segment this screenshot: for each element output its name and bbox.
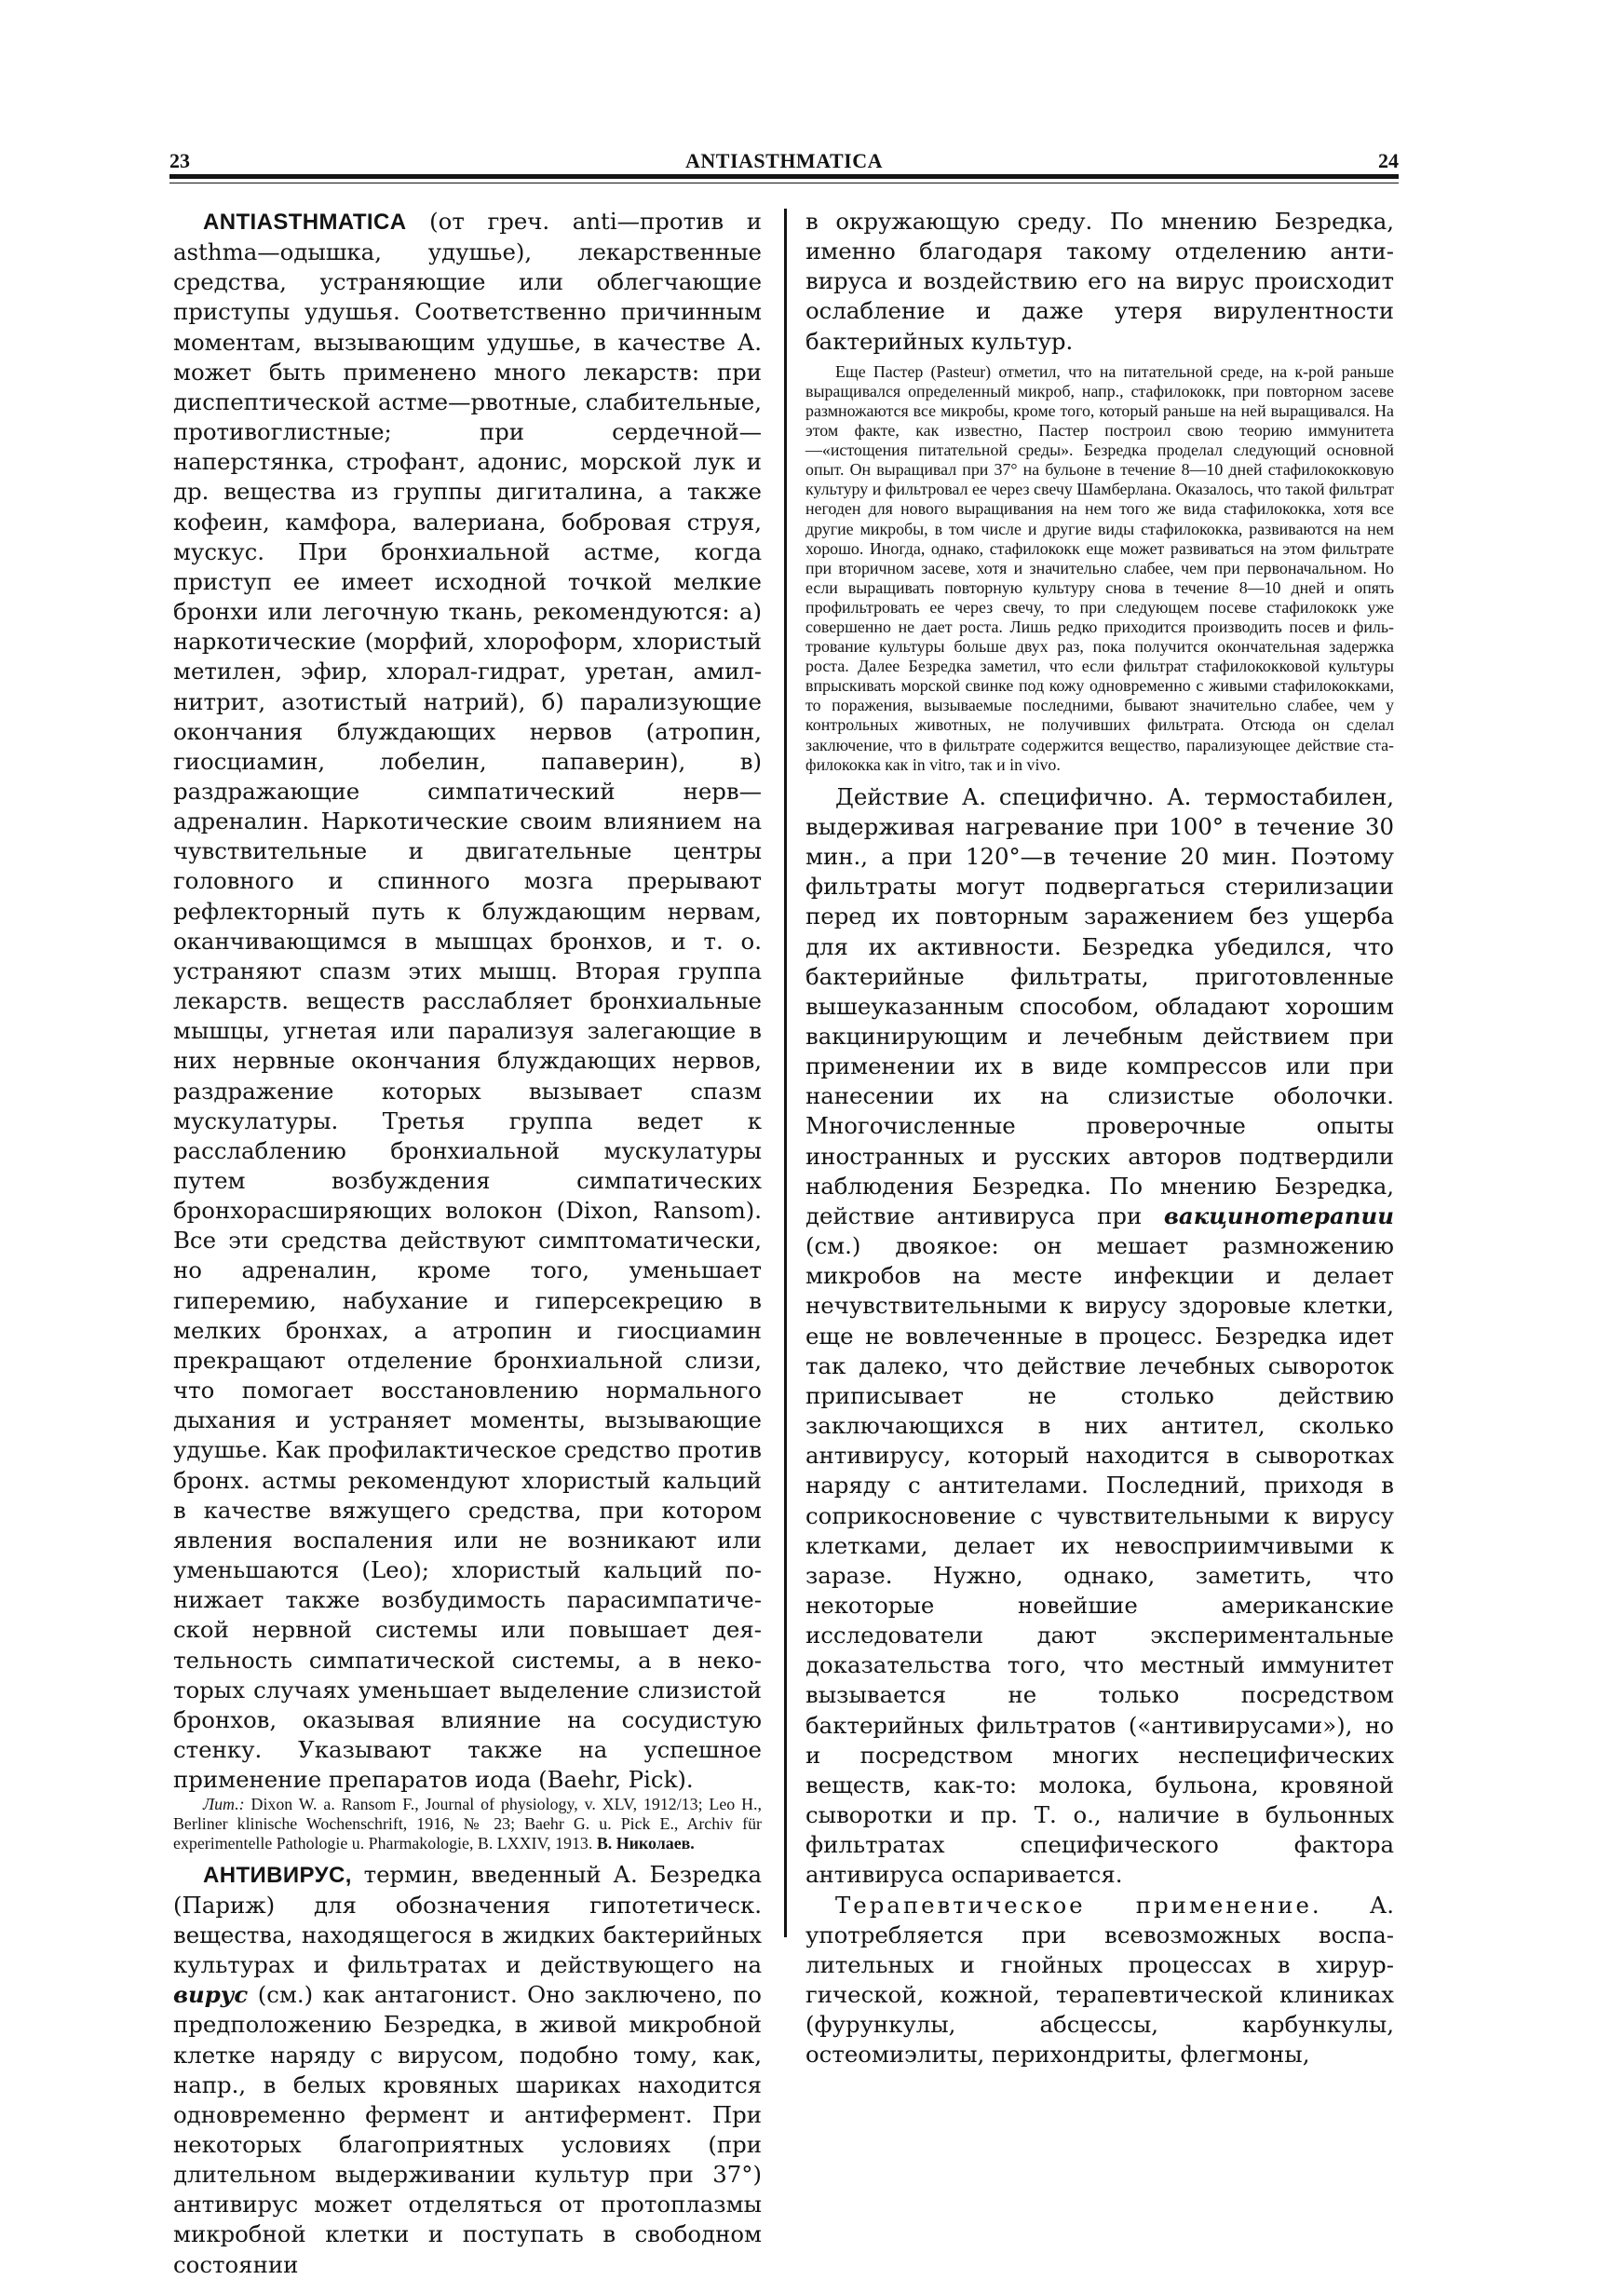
antivirus-continued: в окружающую среду. По мнению Безредка, именно благодаря такому отделению антивируса и воздействию его на вирус происходит ослабление и даже утеря вирулентности бактерийных культур. xyxy=(805,208,1394,355)
therapeutic-use xyxy=(805,1891,1394,2070)
page-number-left: 23 xyxy=(169,149,190,172)
crossref-virus: вирус xyxy=(173,1981,249,2009)
left-column xyxy=(173,207,762,2280)
header-rule-thick xyxy=(169,174,1399,179)
running-header xyxy=(169,149,1399,177)
antiasthmatica-body: (от греч. anti—против и asthma—одышка, удушье), лекарственные средства, устраняющие или облегчающие приступы удушья. Соответственно причинным моментам, вызывающим удушье, в качестве А. может быть применено много лекарств: при диспептической астме—рвотные, слабительные, противоглистные; при сердечной—наперстянка, строфант, адонис, морской лук и др. вещества из группы дигиталина, а также кофеин, камфора, валериана, бобровая струя, мускус. При бронхиальной астме, когда приступ ее имеет исходной точкой мелкие бронхи или легочную ткань, рекомендуются: а) наркотические (морфий, хлороформ, хлористый метилен, эфир, хлорал-гидрат, уретан, амил-нитрит, азотистый натрий), б) парализующие окончания блуждающих нервов (атропин, гиосциамин, лобелин, папаверин), в) раздражающие симпатический нерв—адреналин. Наркотические своим влиянием на чувствительные и двигательные центры головного и спинного мозга прерывают рефлекторный путь к блуждающим нервам, оканчивающимся в мышцах бронхов, и т. о. устраняют спазм этих мышц. Вторая группа лекарств. веществ расслабляет бронхиальные мышцы, угнетая или парализуя залегающие в них нервные окончания блуждающих нервов, раздражение которых вызывает спазм мускулатуры. Третья группа ведет к расслаблению бронхиальной мускулатуры путем возбуждения симпатических бронхорасширяющих волокон (Dixon, Ransom). Все эти средства действуют симптоматически, но адреналин, кроме того, уменьшает гиперемию, набухание и гиперсекрецию в мелких бронхах, а атропин и гиосциамин прекращают отделение бронхиальной слизи, что помогает восстановлению нормального дыхания и устраняет моменты, вызывающие удушье. Как профилактическое средство против бронх. астмы рекомендуют хлористый кальций в качестве вяжущего средства, при котором явления воспаления или не возникают или уменьшаются (Leo); хлористый кальций понижает также возбудимость парасимпатической нервной системы или повышает деятельность симпатической системы, а в некоторых случаях уменьшает выделение слизистой бронхов, оказывая влияние на сосудистую стенку. Указывают также на успешное применение препаратов иода (Baehr, Pick). xyxy=(173,208,762,1794)
column-separator xyxy=(784,209,787,1937)
antivirus-body-2: (см.) как антагонист. Оно заключено, по предположению Безредка, в живой микробной клетке наряду с вирусом, подобно тому, как, напр., в белых кровяных шариках находится одновременно фермент и антифермент. При некоторых благоприятных условиях (при длительном выдерживании культур при 37°) антивирус может отделяться от протоплазмы микробной клетки и поступать в свободном состоянии xyxy=(173,1981,762,2278)
crossref-vaccinotherapy: вакцинотерапии xyxy=(1163,1201,1394,1229)
antivirus-action xyxy=(805,782,1394,1891)
page-number-right: 24 xyxy=(1378,149,1399,172)
therapeutic-use-text: А. употребляется при всевозможных воспалительных и гнойных процессах в хирургической, кожной, терапевтической клиниках (фурункулы, абсцессы, карбункулы, остеомиэлиты, перихондриты, флегмоны, xyxy=(805,1891,1394,2069)
literature-references xyxy=(173,1795,762,1853)
right-column xyxy=(805,207,1394,2070)
author-signature: В. Николаев. xyxy=(596,1834,695,1853)
article-antiasthmatica xyxy=(173,207,762,1795)
small-print-experiment: Еще Пастер (Pasteur) отметил, что на питательной среде, на к-рой раньше выращивался определенный микроб, напр., стафилококк, при повторном засеве размножаются все микробы, кроме того, который раньше на ней выращивался. На этом факте, как известно, Пастер построил свою теорию иммунитета—«истощения питательной среды». Безредка проделал следующий основной опыт. Он выращивал при 37° на бульоне в течение 8—10 дней стафилококковую культуру и фильтровал ее через свечу Шамберлана. Оказалось, что такой фильтрат негоден для нового выращивания на нем того же вида стафилококка, хотя все другие микробы, в том числе и другие виды стафилококка, развиваются на нем хорошо. Иногда, однако, стафилококк еще может развиваться на этом фильтрате при вторичном засеве, хотя и значительно слабее, чем при первоначальном. Но если выращивать повторную культуру снова в течение 8—10 дней и опять профильтровать ее через свечу, то при следующем посеве стафилококк уже совершенно не дает роста. Лишь редко приходится производить посев и фильтрование культуры больше двух раз, пока получится окончательная задержка роста. Далее Безредка заметил, что если фильтрат стафилококковой культуры впрыскивать морской свинке под кожу одновременно с живыми стафилококками, то поражения, вызываемые последними, бывают значительно слабее, чем у контрольных животных, не получивших фильтрата. Отсюда он сделал заключение, что в фильтрате содержится вещество, парализующее действие стафилококка как in vitro, так и in vivo. xyxy=(805,361,1394,774)
literature-label: Лит.: xyxy=(203,1795,245,1814)
therapeutic-use-heading: Терапевтическое применение. xyxy=(835,1891,1322,1919)
headword-antiasthmatica: ANTIASTHMATICA xyxy=(203,210,407,235)
antivirus-body-1: термин, введенный А. Безредка (Париж) для обозначения гипотетическ. вещества, находящегося в жидких бактерийных культурах и фильтратах и действующего на xyxy=(173,1860,762,1979)
literature-text: Dixon W. a. Ransom F., Journal of physiology, v. XLV, 1912/13; Leo H., Berliner klinische Wochenschrift, 1916, № 23; Baehr G. u. Pick E., Archiv für experimentelle Pathologie u. Pharmakologie, B. LXXIV, 1913. xyxy=(173,1795,762,1853)
article-antivirus xyxy=(173,1860,762,2280)
antivirus-action-b: (см.) двоякое: он мешает размножению микробов на месте инфекции и делает нечувствительными к вирусу здоровые клетки, еще не вовлеченные в процесс. Безредка идет так далеко, что действие лечебных сывороток приписывает не столько действию заключающихся в них антител, сколько антивирусу, который находится в сыворотках наряду с антителами. Последний, приходя в соприкосновение с чувствительными к вирусу клетками, делает их невосприимчивыми к заразе. Нужно, однако, заметить, что некоторые новейшие американские исследователи дают экспериментальные доказательства того, что местный иммунитет вызывается не только посредством бактерийных фильтратов («антивирусами»), но и посредством многих неспецифических веществ, как-то: молока, бульона, кровяной сыворотки и пр. Т. о., наличие в бульонных фильтратах специфического фактора антивируса оспаривается. xyxy=(805,1232,1394,1889)
antivirus-action-a: Действие А. специфично. А. термостабилен, выдерживая нагревание при 100° в течение 30 мин., а при 120°—в течение 20 мин. Поэтому фильтраты могут подвергаться стерилизации перед их повторным заражением без ущерба для их активности. Безредка убедился, что бактерийные фильтраты, приготовленные вышеуказанным способом, обладают хорошим вакцинирующим и лечебным действием при применении их в виде компрессов или при нанесении их на слизистые оболочки. Многочисленные проверочные опыты иностранных и русских авторов подтвердили наблюдения Безредка. По мнению Безредка, действие антивируса при xyxy=(805,782,1394,1229)
running-title: ANTIASTHMATICA xyxy=(685,149,883,172)
headword-antivirus: АНТИВИРУС, xyxy=(203,1862,352,1888)
